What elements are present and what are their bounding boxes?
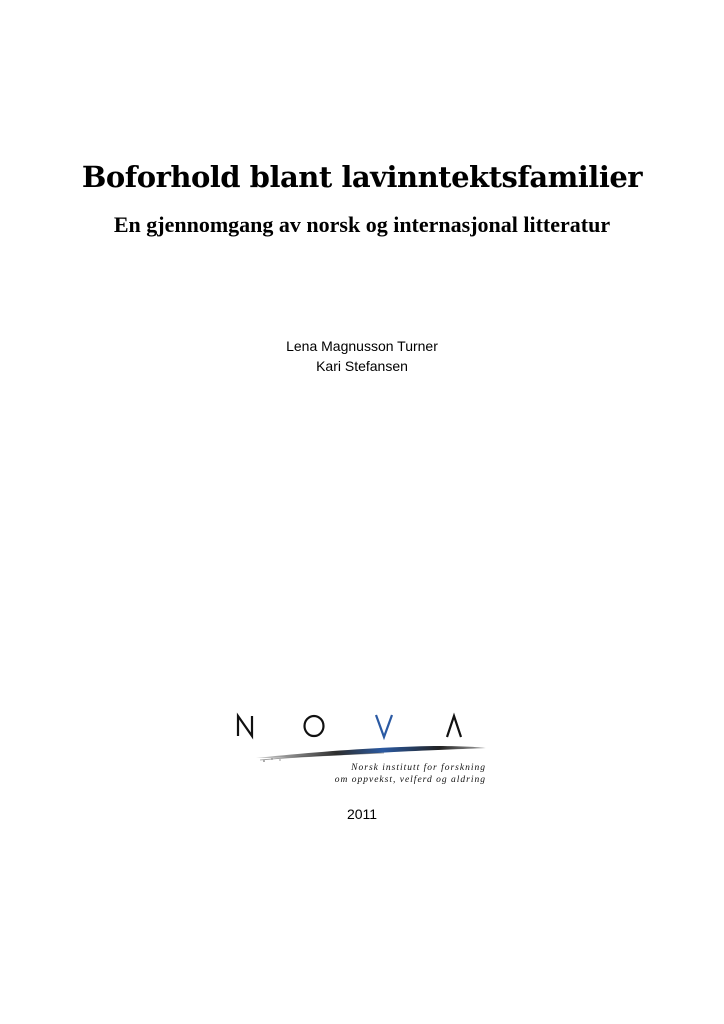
document-subtitle: En gjennomgang av norsk og internasjonal litteratur xyxy=(113,212,611,237)
document-title: Boforhold blant lavinntektsfamilier xyxy=(81,160,643,194)
logo-letter-o xyxy=(305,716,324,736)
author-name: Kari Stefansen xyxy=(316,358,408,374)
author-list xyxy=(0,336,724,376)
nova-logo xyxy=(234,710,490,786)
logo-tagline-line1: Norsk institutt for forskning xyxy=(351,763,486,773)
publication-year: 2011 xyxy=(346,806,378,822)
logo-swoosh xyxy=(256,746,486,762)
logo-letter-n xyxy=(238,716,252,736)
author-name: Lena Magnusson Turner xyxy=(286,338,438,354)
logo-letter-v xyxy=(376,715,392,737)
nova-logo-graphic xyxy=(234,710,490,786)
logo-tagline-line2: om oppvekst, velferd og aldring xyxy=(334,775,486,785)
logo-letter-a xyxy=(447,716,461,737)
